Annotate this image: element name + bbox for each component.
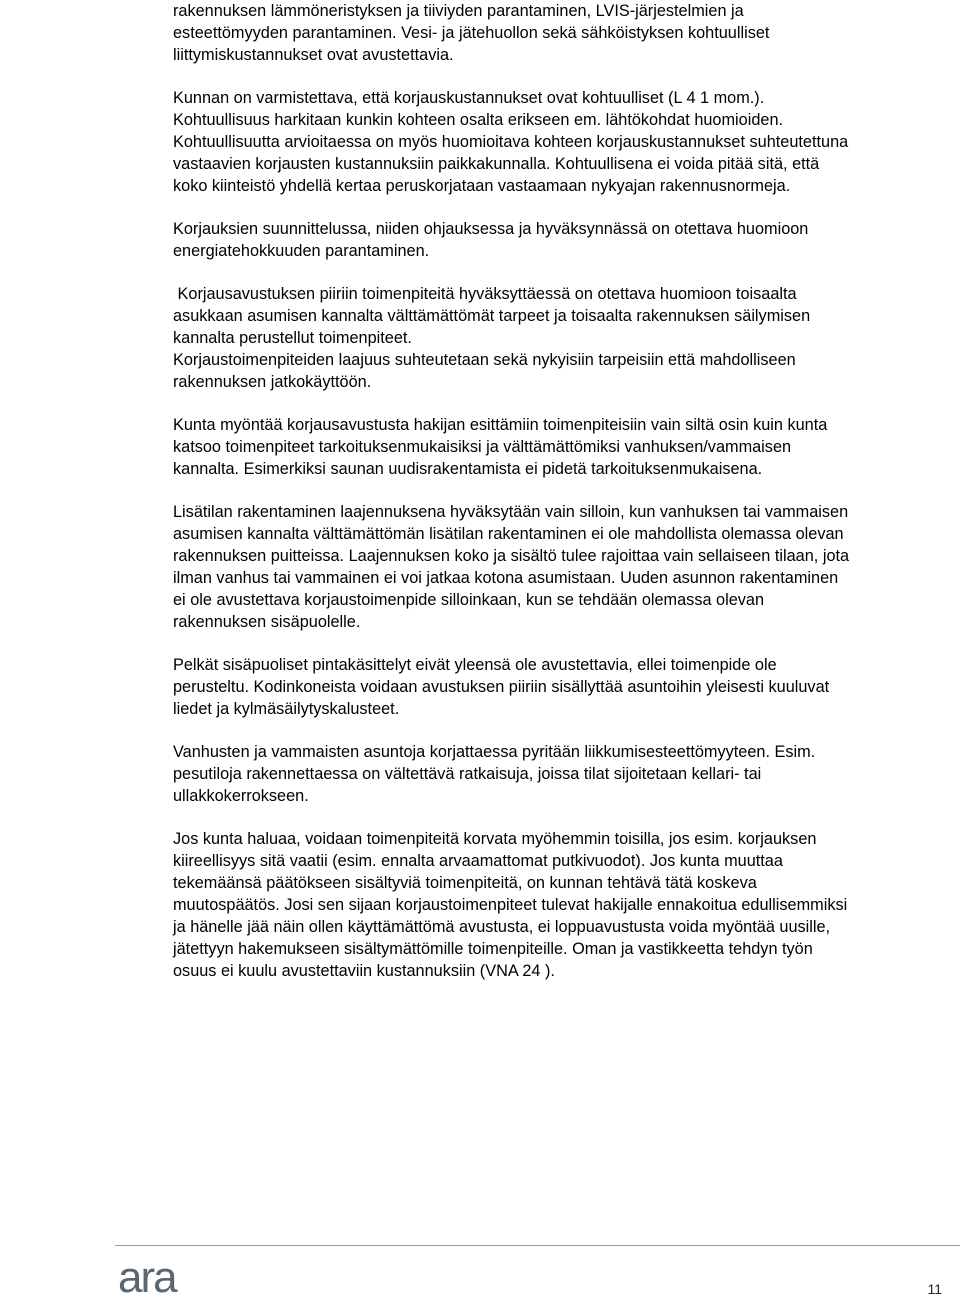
page-number: 11 (927, 1281, 942, 1297)
paragraph-6: Kunta myöntää korjausavustusta hakijan esittämiin toimenpiteisiin vain siltä osin kuin kunta katsoo toimenpiteet tarkoituksenmukaisiksi ja välttämättömiksi vanhuksen/vammaisen kannalta. Esimerkiksi saunan uudisrakentamista ei pidetä tarkoituksenmukaisena. (173, 416, 832, 478)
paragraph-10: Jos kunta haluaa, voidaan toimenpiteitä korvata myöhemmin toisilla, jos esim. korjauksen kiireellisyys sitä vaatii (esim. ennalta arvaamattomat putkivuodot). Jos kunta muuttaa tekemäänsä päätökseen sisältyviä toimenpiteitä, on kunnan tehtävä tätä koskeva muutospäätös. Josi sen sijaan korjaustoimenpiteet tulevat hakijalle ennakoitua edullisemmiksi ja hänelle jää näin ollen käyttämättömä avustusta, ei loppuavustusta voida myöntää uusille, jätettyyn hakemukseen sisältymättömille toimenpiteille. Oman ja vastikkeetta tehdyn työn osuus ei kuulu avustettaviin kustannuksiin (VNA 24 ). (173, 830, 852, 980)
paragraph-5: Korjaustoimenpiteiden laajuus suhteutetaan sekä nykyisiin tarpeisiin että mahdolliseen rakennuksen jatkokäyttöön. (173, 351, 801, 391)
paragraph-8: Pelkät sisäpuoliset pintakäsittelyt eivät yleensä ole avustettavia, ellei toimenpide ole perusteltu. Kodinkoneista voidaan avustuksen piiriin sisällyttää asuntoihin yleisesti kuuluvat liedet ja kylmäsäilytyskalusteet. (173, 656, 834, 718)
ara-logo (118, 1258, 198, 1304)
paragraph-2: Kunnan on varmistettava, että korjauskustannukset ovat kohtuulliset (L 4 1 mom.). Kohtuullisuus harkitaan kunkin kohteen osalta erikseen em. lähtökohdat huomioiden. Kohtuullisuutta arvioitaessa on myös huomioitava kohteen korjauskustannukset suhteutettuna vastaavien korjausten kustannuksiin paikkakunnalla. Kohtuullisena ei voida pitää sitä, että koko kiinteistö yhdellä kertaa peruskorjataan vastaamaan nykyajan rakennusnormeja. (173, 89, 853, 195)
paragraph-7: Lisätilan rakentaminen laajennuksena hyväksytään vain silloin, kun vanhuksen tai vammaisen asumisen kannalta välttämättömän lisätilan rakentaminen ei ole mahdollista olemassa olevan rakennuksen puitteissa. Laajennuksen koko ja sisältö tulee rajoittaa vain sellaiseen tilaan, jota ilman vanhus tai vammainen ei voi jatkaa kotona asumistaan. Uuden asunnon rakentaminen ei ole avustettava korjaustoimenpide silloinkaan, kun se tehdään olemassa olevan rakennuksen sisäpuolelle. (173, 503, 854, 631)
logo-wordmark: ara (118, 1258, 176, 1302)
paragraph-1: rakennuksen lämmöneristyksen ja tiiviyden parantaminen, LVIS-järjestelmien ja esteettömyyden parantaminen. Vesi- ja jätehuollon sekä sähköistyksen kohtuulliset liittymiskustannukset ovat avustettavia. (173, 2, 774, 64)
paragraph-9: Vanhusten ja vammaisten asuntoja korjattaessa pyritään liikkumisesteettömyyteen. Esim. pesutiloja rakennettaessa on vältettävä ratkaisuja, joissa tilat sijoitetaan kellari- tai ullakkokerrokseen. (173, 743, 820, 805)
paragraph-4: Korjausavustuksen piiriin toimenpiteitä hyväksyttäessä on otettava huomioon toisaalta asukkaan asumisen kannalta välttämättömät tarpeet ja toisaalta rakennuksen säilymisen kannalta perustellut toimenpiteet. (173, 285, 815, 347)
paragraph-3: Korjauksien suunnittelussa, niiden ohjauksessa ja hyväksynnässä on otettava huomioon energiatehokkuuden parantaminen. (173, 220, 813, 260)
document-body (173, 0, 853, 1003)
footer-divider (115, 1245, 960, 1246)
